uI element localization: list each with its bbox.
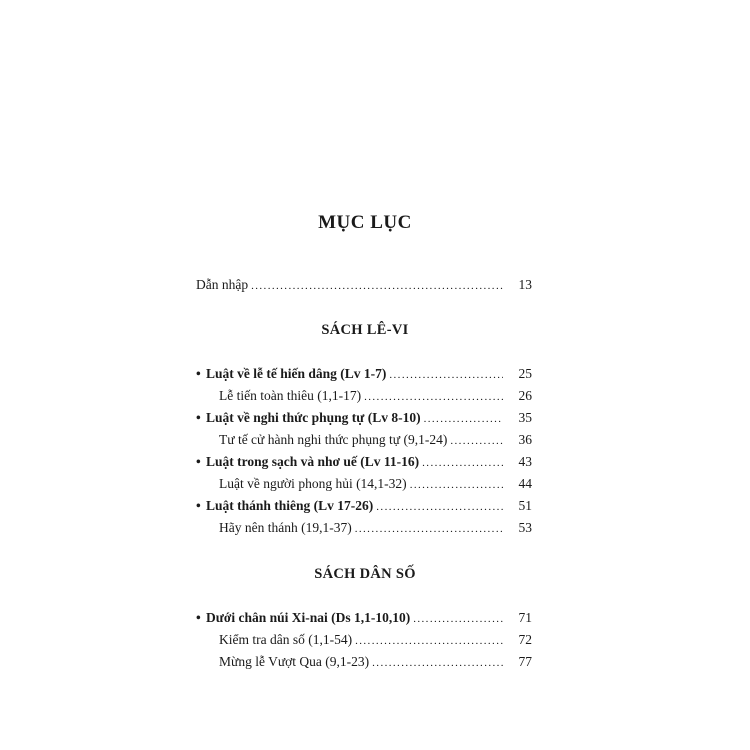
dot-leader bbox=[376, 501, 503, 513]
toc-page-number: 53 bbox=[518, 520, 532, 535]
dot-leader bbox=[355, 635, 503, 647]
toc-entry-label: Luật thánh thiêng (Lv 17-26) bbox=[206, 498, 374, 513]
dot-leader bbox=[355, 523, 503, 535]
dot-leader bbox=[372, 657, 503, 669]
toc-entry-label: Luật trong sạch và nhơ uế (Lv 11-16) bbox=[206, 454, 420, 469]
bullet-icon: • bbox=[196, 498, 201, 513]
toc-entry-label: Kiểm tra dân số (1,1-54) bbox=[219, 632, 353, 647]
dot-leader bbox=[413, 613, 503, 625]
bullet-icon: • bbox=[196, 610, 201, 625]
toc-page-number: 72 bbox=[518, 632, 532, 647]
toc-subentry[interactable] bbox=[219, 388, 532, 408]
dot-leader bbox=[251, 280, 503, 292]
toc-entry[interactable] bbox=[196, 410, 532, 430]
toc-entry-label: Lễ tiến toàn thiêu (1,1-17) bbox=[219, 388, 362, 403]
toc-entry-label: Dẫn nhập bbox=[196, 277, 249, 292]
toc-page-number: 25 bbox=[518, 366, 532, 381]
toc-entry-intro[interactable] bbox=[196, 277, 532, 297]
toc-entry[interactable] bbox=[196, 454, 532, 474]
dot-leader bbox=[450, 435, 503, 447]
toc-page-number: 26 bbox=[518, 388, 532, 403]
toc-page-number: 51 bbox=[518, 498, 532, 513]
dot-leader bbox=[422, 457, 503, 469]
toc-page-number: 77 bbox=[518, 654, 532, 669]
toc-page-number: 13 bbox=[518, 277, 532, 292]
toc-entry-label: Luật về nghi thức phụng tự (Lv 8-10) bbox=[206, 410, 421, 425]
toc-entry[interactable] bbox=[196, 498, 532, 518]
dot-leader bbox=[389, 369, 503, 381]
toc-page-number: 43 bbox=[518, 454, 532, 469]
section-heading-dan-so: SÁCH DÂN SỐ bbox=[314, 566, 416, 582]
bullet-icon: • bbox=[196, 454, 201, 469]
bullet-icon: • bbox=[196, 410, 201, 425]
toc-page-number: 44 bbox=[518, 476, 532, 491]
toc-page-number: 71 bbox=[518, 610, 532, 625]
toc-entry[interactable] bbox=[196, 366, 532, 386]
toc-entry-label: Luật về lễ tế hiến dâng (Lv 1-7) bbox=[206, 366, 387, 381]
dot-leader bbox=[410, 479, 503, 491]
toc-subentry[interactable] bbox=[219, 432, 532, 452]
toc-page-number: 36 bbox=[518, 432, 532, 447]
toc-entry-label: Tư tế cử hành nghi thức phụng tự (9,1-24) bbox=[219, 432, 448, 447]
toc-page-number: 35 bbox=[518, 410, 532, 425]
toc-subentry[interactable] bbox=[219, 476, 532, 496]
dot-leader bbox=[364, 391, 503, 403]
toc-entry-label: Hãy nên thánh (19,1-37) bbox=[219, 520, 352, 535]
dot-leader bbox=[424, 413, 503, 425]
page-title: MỤC LỤC bbox=[318, 212, 412, 233]
toc-entry-label: Dưới chân núi Xi-nai (Ds 1,1-10,10) bbox=[206, 610, 411, 625]
toc-entry-label: Luật về người phong hủi (14,1-32) bbox=[219, 476, 407, 491]
toc-entry[interactable] bbox=[196, 610, 532, 630]
section-heading-levi: SÁCH LÊ-VI bbox=[321, 322, 409, 338]
toc-subentry[interactable] bbox=[219, 632, 532, 652]
toc-entry-label: Mừng lễ Vượt Qua (9,1-23) bbox=[219, 654, 370, 669]
toc-subentry[interactable] bbox=[219, 654, 532, 674]
toc-subentry[interactable] bbox=[219, 520, 532, 540]
bullet-icon: • bbox=[196, 366, 201, 381]
